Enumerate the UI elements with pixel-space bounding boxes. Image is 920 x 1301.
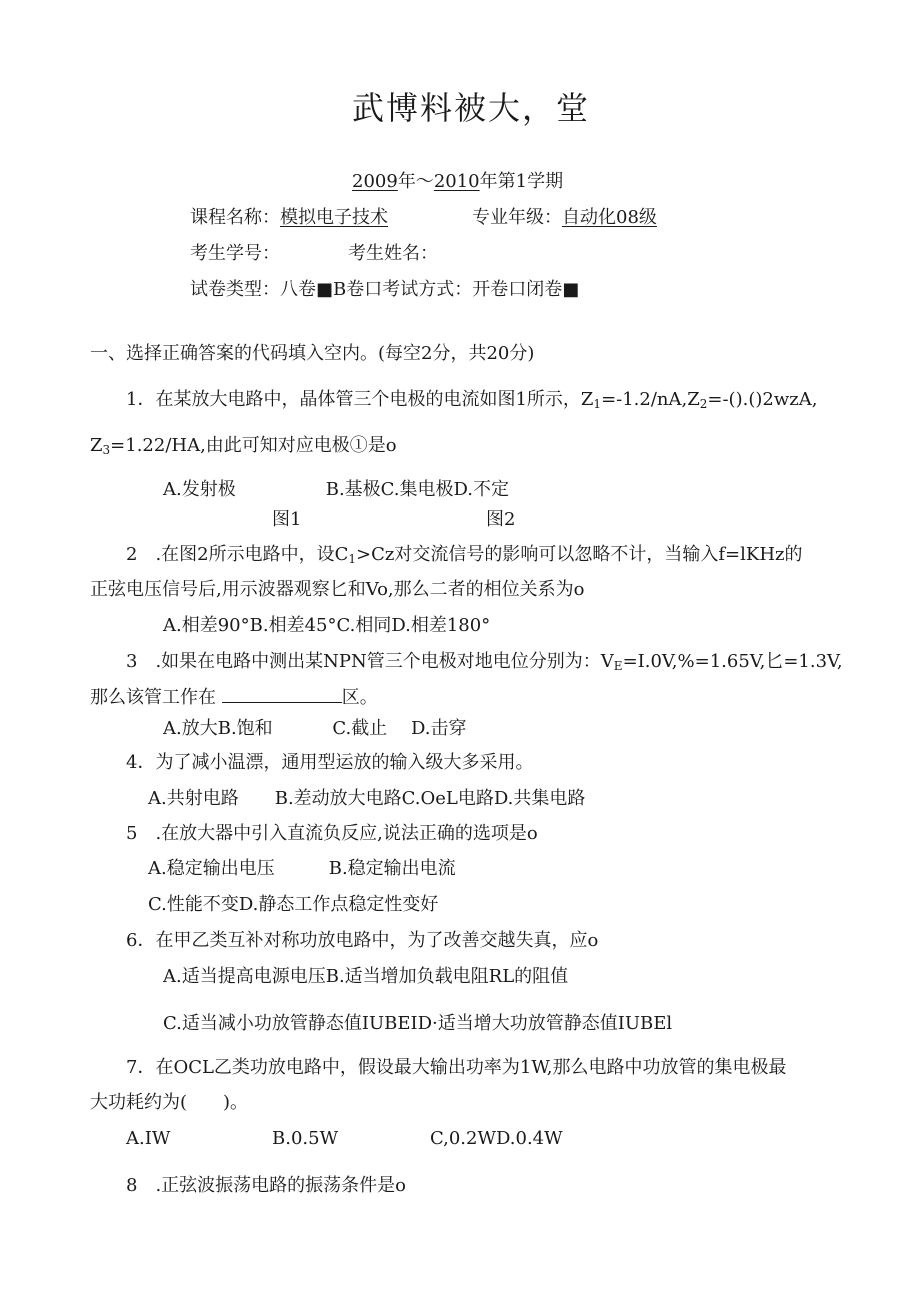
q3-options: A.放大B.饱和 C.截止 D.击穿 xyxy=(163,718,467,739)
q1-text-c: =-().()2wzA, xyxy=(707,389,818,410)
q3-text-d: 区。 xyxy=(341,687,378,708)
major-label: 专业年级： xyxy=(472,207,562,228)
q6-line1: 6．在甲乙类互补对称功放电路中，为了改善交越失真，应o xyxy=(126,930,599,951)
q7-option-a: A.IW xyxy=(126,1128,171,1149)
semester-year1: 2009 xyxy=(352,171,398,192)
q3-text-a: 3 .如果在电路中测出某NPN管三个电极对地电位分别为：V xyxy=(126,651,614,672)
q1-text-d: Z xyxy=(90,435,103,456)
major-value: 自动化08级 xyxy=(562,207,657,228)
semester-mid: 年～ xyxy=(397,171,434,192)
q1-sub3: 3 xyxy=(102,443,111,457)
q3-line1 xyxy=(126,650,843,674)
semester-line xyxy=(352,170,563,194)
q5-line1: 5 .在放大器中引入直流负反应,说法正确的选项是o xyxy=(126,823,538,844)
q2-sub1: 1 xyxy=(348,552,357,566)
q7-option-b: B.0.5W xyxy=(272,1128,339,1149)
q7-line2: 大功耗约为( )。 xyxy=(90,1092,249,1113)
semester-tail: 年第1学期 xyxy=(479,171,564,192)
q3-line2 xyxy=(90,684,378,710)
paper-type-line: 试卷类型：八卷■B卷口考试方式：开卷口闭卷■ xyxy=(190,279,580,300)
q3-answer-blank[interactable] xyxy=(222,684,342,703)
q1-line2 xyxy=(90,434,397,458)
q2-line2: 正弦电压信号后,用示波器观察匕和Vo,那么二者的相位关系为o xyxy=(90,579,585,600)
q3-text-c: 那么该管工作在 xyxy=(90,687,216,708)
q8-line1: 8 .正弦波振荡电路的振荡条件是o xyxy=(126,1175,407,1196)
q2-line1 xyxy=(126,543,803,567)
q1-sub1: 1 xyxy=(593,397,602,411)
course-value: 模拟电子技术 xyxy=(280,207,388,228)
q3-text-b: =I.0V,%=1.65V,匕=1.3V, xyxy=(622,651,843,672)
semester-year2: 2010 xyxy=(433,171,480,192)
q7-option-cd: C,0.2WD.0.4W xyxy=(430,1128,563,1149)
q4-options: A.共射电路 B.差动放大电路C.OeL电路D.共集电路 xyxy=(148,788,586,809)
student-id-label: 考生学号： xyxy=(190,243,280,264)
q5-options2: C.性能不变D.静态工作点稳定性变好 xyxy=(148,894,439,915)
q2-options: A.相差90°B.相差45°C.相同D.相差180° xyxy=(163,615,491,636)
q1-text-a: 1．在某放大电路中，晶体管三个电极的电流如图1所示，Z xyxy=(126,389,594,410)
figure1-label: 图1 xyxy=(272,509,302,530)
student-name-label: 考生姓名： xyxy=(348,243,438,264)
figure2-label: 图2 xyxy=(486,509,516,530)
q2-text-b: >Cz对交流信号的影响可以忽略不计，当输入f=lKHz的 xyxy=(356,544,803,565)
q1-line1 xyxy=(126,388,817,412)
course-label: 课程名称： xyxy=(190,207,280,228)
course-line xyxy=(190,206,388,230)
q1-text-b: =-1.2∕nA,Z xyxy=(601,389,700,410)
q7-line1: 7．在OCL乙类功放电路中，假设最大输出功率为1W,那么电路中功放管的集电极最 xyxy=(126,1057,787,1078)
q3-sub1: E xyxy=(613,659,623,673)
q2-text-a: 2 .在图2所示电路中，设C xyxy=(126,544,349,565)
section1-heading: 一、选择正确答案的代码填入空内。(每空2分，共20分) xyxy=(90,343,535,364)
major-line xyxy=(472,206,657,230)
q1-text-e: =1.22∕HA,由此可知对应电极①是o xyxy=(110,435,397,456)
q6-options1: A.适当提高电源电压B.适当增加负载电阻RL的阻值 xyxy=(163,966,569,987)
q1-options: A.发射极 B.基极C.集电极D.不定 xyxy=(163,479,510,500)
q1-sub2: 2 xyxy=(699,397,708,411)
q4-line1: 4．为了减小温漂，通用型运放的输入级大多采用。 xyxy=(126,752,534,773)
page-title: 武博料被大，堂 xyxy=(352,89,591,127)
q6-options2: C.适当减小功放管静态值IUBEID·适当增大功放管静态值IUBEl xyxy=(163,1013,673,1034)
q5-options1: A.稳定输出电压 B.稳定输出电流 xyxy=(148,858,456,879)
